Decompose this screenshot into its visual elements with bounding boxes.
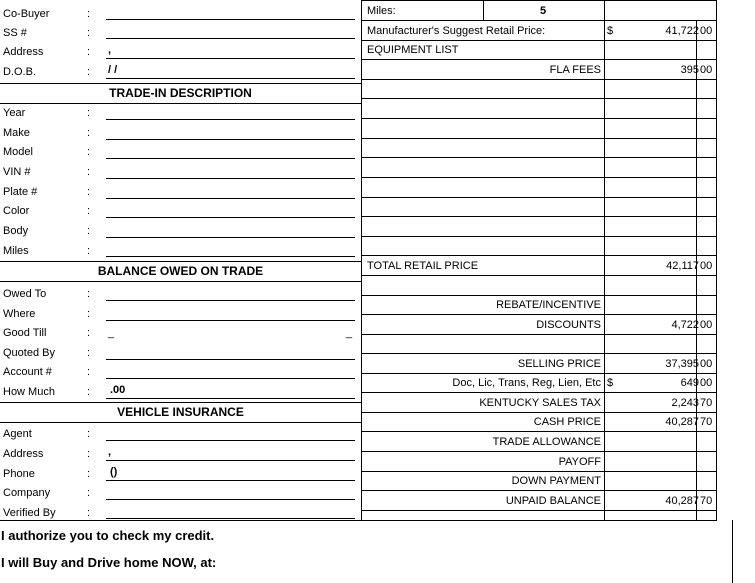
how-much-value: .00 (110, 384, 126, 396)
company-field[interactable] (106, 499, 355, 500)
owed-to-label: Owed To (3, 288, 47, 300)
phone-field[interactable] (106, 480, 355, 481)
selling-price-cents: 00 (700, 358, 713, 370)
account-label: Account # (3, 366, 52, 378)
trade-plate-field[interactable] (106, 198, 355, 199)
doc-fees-amount: 649 (680, 377, 699, 389)
account-field[interactable] (106, 378, 355, 379)
phone-value: () (110, 466, 118, 478)
trade-make-label: Make (3, 127, 30, 139)
rebate-label: REBATE/INCENTIVE (496, 299, 601, 311)
trade-in-header: TRADE-IN DESCRIPTION (0, 83, 361, 104)
down-payment-label: DOWN PAYMENT (511, 475, 601, 487)
agent-field[interactable] (106, 440, 355, 441)
discounts-amount: 4,722 (671, 319, 699, 331)
fla-fees-label: FLA FEES (549, 64, 601, 76)
how-much-field[interactable] (106, 398, 355, 399)
fla-fees-cents: 00 (700, 64, 713, 76)
cash-price-label: CASH PRICE (533, 416, 601, 428)
balance-owed-header: BALANCE OWED ON TRADE (0, 261, 361, 282)
good-till-value: _ (108, 327, 115, 339)
dob-value: / / (108, 64, 118, 76)
equipment-list-label: EQUIPMENT LIST (367, 44, 459, 56)
doc-fees-cents: 00 (700, 377, 713, 389)
trade-color-label: Color (3, 205, 30, 217)
verified-by-label: Verified By (3, 507, 56, 519)
unpaid-balance-cents: 70 (700, 495, 713, 507)
payoff-label: PAYOFF (558, 456, 601, 468)
insurance-header: VEHICLE INSURANCE (0, 402, 361, 423)
dob-label: D.O.B. (3, 66, 37, 78)
miles-value: 5 (540, 5, 547, 17)
cash-price-cents: 70 (700, 416, 713, 428)
trade-allowance-label: TRADE ALLOWANCE (492, 436, 601, 448)
sales-tax-cents: 70 (700, 397, 713, 409)
total-retail-amount: 42,117 (666, 260, 699, 272)
fla-fees-amount: 395 (680, 64, 699, 76)
trade-model-label: Model (3, 146, 33, 158)
trade-color-field[interactable] (106, 217, 355, 218)
doc-fees-label: Doc, Lic, Trans, Reg, Lien, Etc (452, 377, 601, 389)
dob-field[interactable] (106, 78, 355, 79)
where-label: Where (3, 308, 36, 320)
trade-year-field[interactable] (106, 119, 355, 120)
ins-address-value: , (108, 446, 112, 458)
quoted-by-field[interactable] (106, 359, 355, 360)
agent-label: Agent (3, 428, 32, 440)
msrp-label: Manufacturer's Suggest Retail Price: (367, 25, 546, 37)
ins-address-field[interactable] (106, 460, 355, 461)
sales-tax-label: KENTUCKY SALES TAX (479, 397, 601, 409)
address-field[interactable] (106, 58, 355, 59)
total-retail-label: TOTAL RETAIL PRICE (367, 260, 479, 272)
address-label: Address (3, 46, 44, 58)
ins-address-label: Address (3, 448, 44, 460)
owed-to-field[interactable] (106, 300, 355, 301)
doc-fees-dollar: $ (607, 377, 614, 389)
where-field[interactable] (106, 320, 355, 321)
address-value: , (108, 44, 112, 56)
cash-price-amount: 40,287 (665, 416, 699, 428)
co-buyer-label: Co-Buyer (3, 8, 50, 20)
trade-vin-label: VIN # (3, 166, 31, 178)
trade-model-field[interactable] (106, 158, 355, 159)
company-label: Company (3, 487, 51, 499)
quoted-by-label: Quoted By (3, 347, 55, 359)
sales-tax-amount: 2,243 (671, 397, 699, 409)
good-till-label: Good Till (3, 327, 47, 339)
msrp-amount: 41,722 (665, 25, 699, 37)
miles-label: Miles: (367, 5, 396, 17)
trade-plate-label: Plate # (3, 186, 38, 198)
ss-label: SS # (3, 27, 27, 39)
trade-miles-label: Miles (3, 245, 29, 257)
selling-price-label: SELLING PRICE (517, 358, 601, 370)
unpaid-balance-label: UNPAID BALANCE (505, 495, 601, 507)
ss-field[interactable] (106, 38, 355, 39)
authorize-credit-text: I authorize you to check my credit. (1, 528, 215, 543)
discounts-label: DISCOUNTS (536, 319, 601, 331)
verified-by-field[interactable] (106, 518, 355, 519)
total-retail-cents: 00 (700, 260, 713, 272)
trade-make-field[interactable] (106, 139, 355, 140)
trade-vin-field[interactable] (106, 178, 355, 179)
msrp-cents: 00 (700, 25, 713, 37)
discounts-cents: 00 (700, 319, 713, 331)
trade-miles-field[interactable] (106, 256, 355, 257)
how-much-label: How Much (3, 386, 55, 398)
msrp-dollar: $ (607, 25, 614, 37)
phone-label: Phone (3, 468, 35, 480)
trade-year-label: Year (3, 107, 26, 119)
unpaid-balance-amount: 40,287 (665, 495, 699, 507)
buy-now-text: I will Buy and Drive home NOW, at: (1, 555, 217, 570)
trade-body-field[interactable] (106, 237, 355, 238)
co-buyer-field[interactable] (106, 19, 355, 20)
trade-body-label: Body (3, 225, 29, 237)
selling-price-amount: 37,395 (665, 358, 699, 370)
